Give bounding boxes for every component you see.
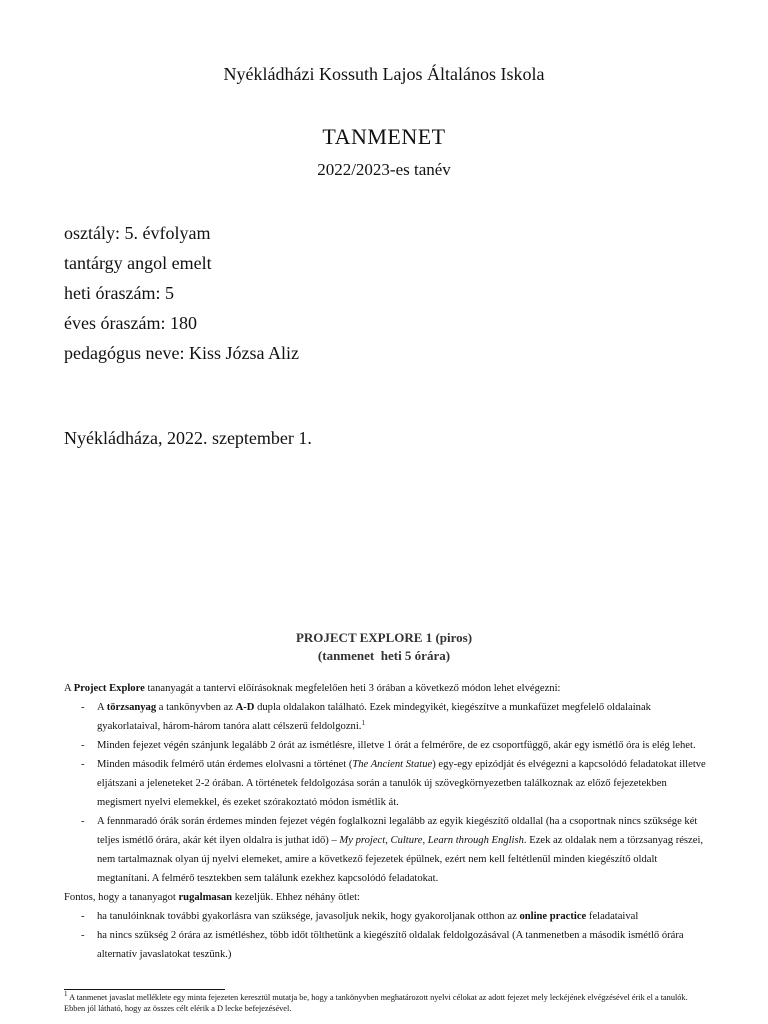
class-line: osztály: 5. évfolyam <box>64 223 211 243</box>
ideas-list <box>64 907 709 964</box>
list-item: - A fennmaradó órák során érdemes minden fejezet végén foglalkozni legalább az egyik kiegészítő oldallal (ha a csoportnak nincs szüksége két teljes ismétlő órára, akár két ilyen oldalra is juthat idő) – My project, Culture, Learn through English. Ezek az oldalak nem a törzsanyag részei, nem tartalmaznak olyan új nyelvi elemeket, amire a következő fejezetek épülnek, ezért nem kell feltétlenül minden kiegészítő oldalt megtanítani. A felmérő tesztekben sem találunk ezekhez kapcsolódó feladatokat. <box>64 812 709 888</box>
intro-text-rest: tananyagát a tantervi előírásoknak megfelelően heti 3 órában a következő módon lehet elvégezni: <box>144 683 561 694</box>
intro-paragraph <box>64 679 709 698</box>
annual-hours-line: éves óraszám: 180 <box>64 313 197 333</box>
list-item: - ha tanulóinknak további gyakorlásra van szüksége, javasoljuk nekik, hogy gyakoroljanak otthon az online practice feladataival <box>64 907 709 926</box>
method-list <box>64 698 709 888</box>
project-subtitle: (tanmenet heti 5 órára) <box>317 648 451 663</box>
project-title: PROJECT EXPLORE 1 (piros) <box>295 630 473 645</box>
footnote-mark: 1 <box>64 990 68 998</box>
list-item: - A törzsanyag a tankönyvben az A-D dupla oldalakon található. Ezek mindegyikét, kiegészítve a munkafüzet megfelelő oldalainak gyakorlataival, három-három tanóra alatt célszerű feldolgozni.$^1$ <box>64 698 709 736</box>
list-item: - Minden második felmérő után érdemes elolvasni a történet (The Ancient Statue) egy-egy epizódját és elvégezni a kapcsolódó feladatokat illetve eljátszani a jeleneteket 2-2 órában. A történetek feldolgozása során a tanulók új szövegkörnyezetben találkoznak az előző fejezetekben megismert nyelvi elemekkel, és ezeket szórakoztató módon ismétlik át. <box>64 755 709 812</box>
list-item: - Minden fejezet végén szánjunk legalább 2 órát az ismétlésre, illetve 1 órát a felmérőre, de ez csoportfüggő, akár egy ismétlő óra is elég lehet. <box>64 736 709 755</box>
project-heading <box>0 629 768 665</box>
intro-text: A <box>64 683 74 694</box>
teacher-line: pedagógus neve: Kiss Józsa Aliz <box>64 343 299 363</box>
subject-line: tantárgy angol emelt <box>64 253 212 273</box>
school-name: Nyékládházi Kossuth Lajos Általános Iskola <box>223 64 545 84</box>
footnote <box>64 992 709 1014</box>
weekly-hours-line: heti óraszám: 5 <box>64 283 174 303</box>
flexibility-paragraph: Fontos, hogy a tananyagot rugalmasan kezeljük. Ehhez néhány ötlet: <box>64 892 361 903</box>
school-year: 2022/2023-es tanév <box>317 160 451 179</box>
body-text <box>64 679 709 964</box>
course-info <box>64 218 299 368</box>
document-title: TANMENET <box>322 124 446 149</box>
footnote-ref: 1 <box>361 719 365 727</box>
list-item: - ha nincs szükség 2 órára az ismétléshez, több időt tölthetünk a kiegészítő oldalak feldolgozásával (A tanmenetben a második ismétlő órára alternatív javaslatokat teszünk.) <box>64 926 709 964</box>
intro-bold: Project Explore <box>73 683 145 694</box>
footnote-text: A tanmenet javaslat melléklete egy minta fejezeten keresztül mutatja be, hogy a tankönyvben meghatározott nyelvi célokat az adott fejezet mely leckéjének elvégzésével érik el a tanulók. Ebben jól látható, hogy az összes célt elérik a D lecke befejezésével. <box>64 993 688 1013</box>
place-date: Nyékládháza, 2022. szeptember 1. <box>64 428 312 448</box>
footnote-separator <box>64 989 225 990</box>
